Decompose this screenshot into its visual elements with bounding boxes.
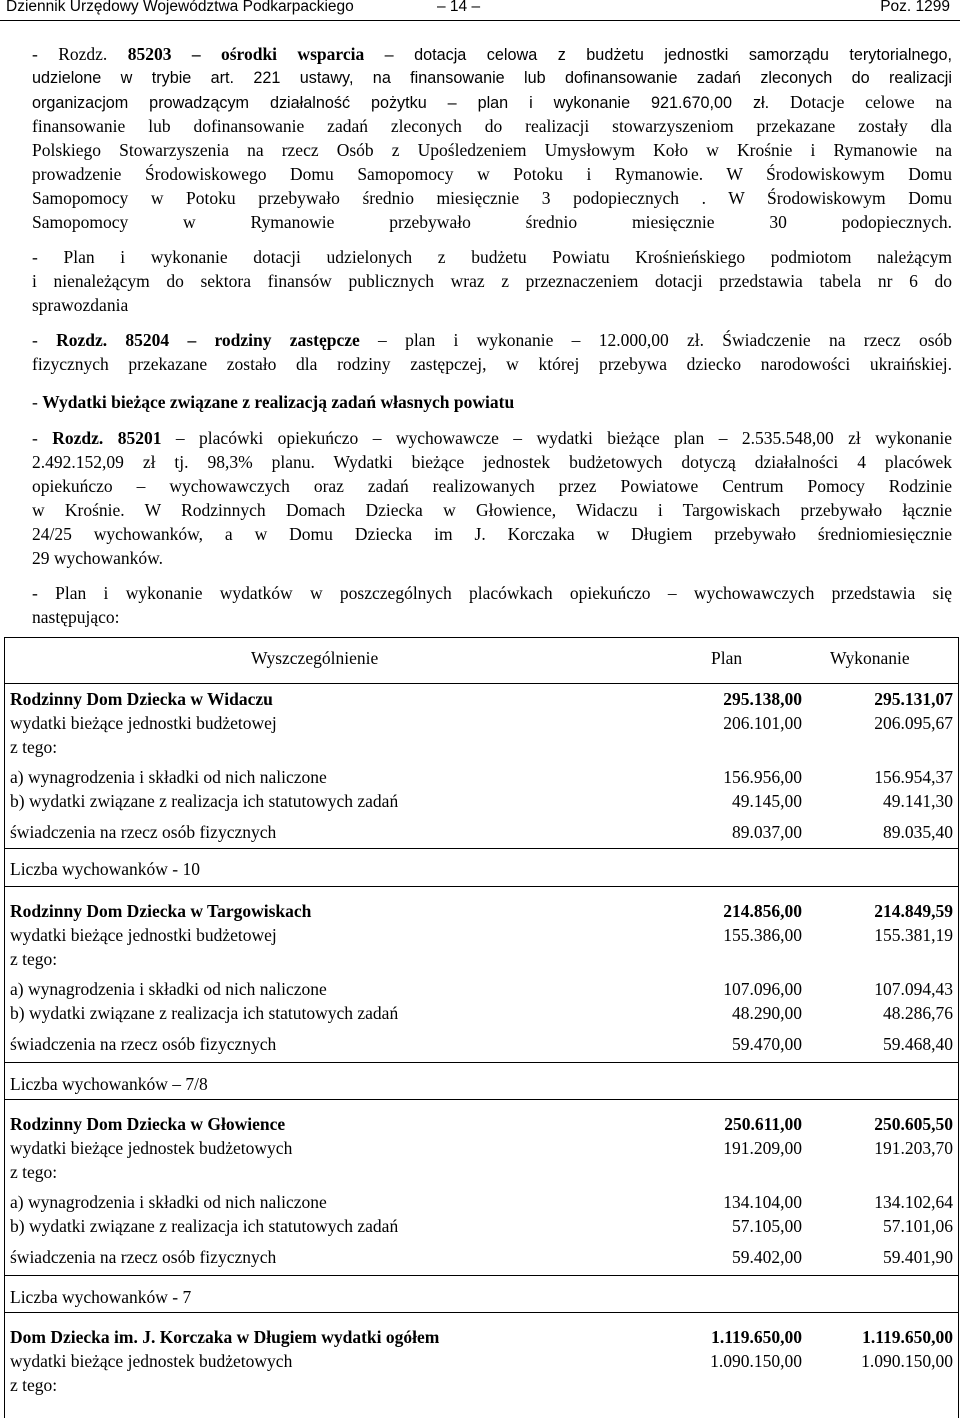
section-targowiska — [5, 887, 958, 1063]
p1-line-3: organizacjom prowadzącym działalność pożytku – plan i wykonanie 921.670,00 zł. Dotacje celowe na — [32, 92, 953, 112]
table-row: Liczba wychowanków - 7 — [10, 1287, 192, 1307]
table-row: Dom Dziecka im. J. Korczaka w Długiem wydatki ogółem 1.119.650,00 1.119.650,00 — [10, 1327, 953, 1347]
p5-line-5: 24/25 wychowanków, a w Domu Dziecka im J. Korczaka w Długiem przebywało średniomiesięcznie — [32, 524, 952, 544]
p1-line-8: Samopomocy w Rymanowie przebywało średnio miesięcznie 30 podopiecznych. — [32, 212, 952, 232]
p6-line-1: - Plan i wykonanie wydatków w poszczególnych placówkach opiekuńczo – wychowawczych przedstawia się — [32, 583, 952, 603]
table-row: świadczenia na rzecz osób fizycznych 59.402,00 59.401,90 — [10, 1247, 953, 1267]
journal-title: Dziennik Urzędowy Województwa Podkarpackiego — [6, 0, 354, 15]
header-description: Wyszczególnienie — [251, 648, 379, 668]
count-glowienka — [5, 1275, 958, 1313]
count-targowiska — [5, 1062, 958, 1100]
header-plan: Plan — [711, 648, 743, 668]
table-row: z tego: — [10, 737, 58, 757]
position-number: Poz. 1299 — [880, 0, 950, 15]
p1-bold: 85203 – ośrodki wsparcia — [127, 44, 365, 64]
table-row: a) wynagrodzenia i składki od nich naliczone 156.956,00 156.954,37 — [10, 767, 953, 787]
p1-line-4: finansowanie lub dofinansowanie zadań zleconych do realizacji stowarzyszeniom przekazane zostały dla — [32, 116, 952, 136]
table-row: b) wydatki związane z realizacja ich statutowych zadań 48.290,00 48.286,76 — [10, 1003, 953, 1023]
table-row: z tego: — [10, 1375, 58, 1395]
table-row: b) wydatki związane z realizacja ich statutowych zadań 57.105,00 57.101,06 — [10, 1216, 953, 1236]
p5-bold: Rozdz. 85201 — [52, 428, 162, 448]
p1-line-7: Samopomocy w Potoku przebywało średnio miesięcznie 3 podopiecznych . W Środowiskowym Domu — [32, 188, 952, 208]
table-row: z tego: — [10, 1162, 58, 1182]
p5-line-6: 29 wychowanków. — [32, 548, 164, 568]
header-execution: Wykonanie — [830, 648, 910, 668]
header-rule — [0, 20, 960, 21]
page-header — [0, 0, 960, 20]
table-row: wydatki bieżące jednostki budżetowej 155.386,00 155.381,19 — [10, 925, 953, 945]
section-widacz — [5, 684, 958, 849]
table-row: świadczenia na rzecz osób fizycznych 89.037,00 89.035,40 — [10, 822, 953, 842]
p5-line-3: opiekuńczo – wychowawczych oraz zadań realizowanych przez Powiatowe Centrum Pomocy Rodzinie — [32, 476, 952, 496]
table-row: b) wydatki związane z realizacja ich statutowych zadań 49.145,00 49.141,30 — [10, 791, 953, 811]
p3-line-1: - Rozdz. 85204 – rodziny zastępcze – plan i wykonanie – 12.000,00 zł. Świadczenie na rzecz osób — [32, 330, 953, 350]
section-glowienka — [5, 1100, 958, 1276]
p2-line-3: sprawozdania — [32, 295, 129, 315]
table-header — [5, 638, 958, 684]
p1-line-6: prowadzenie Środowiskowego Domu Samopomocy w Potoku i Rymanowie. W Środowiskowym Domu — [32, 164, 952, 184]
p1-line-5: Polskiego Stowarzyszenia na rzecz Osób z Upośledzeniem Umysłowym Koło w Krośnie i Rymanowie na — [32, 140, 952, 160]
p5-line-2: 2.492.152,09 zł tj. 98,3% planu. Wydatki bieżące jednostek budżetowych dotyczą działalności 4 placówek — [32, 452, 952, 472]
table-row: świadczenia na rzecz osób fizycznych 59.470,00 59.468,40 — [10, 1034, 953, 1054]
table-row: Rodzinny Dom Dziecka w Targowiskach 214.856,00 214.849,59 — [10, 901, 953, 921]
table-row: a) wynagrodzenia i składki od nich naliczone 107.096,00 107.094,43 — [10, 979, 953, 999]
p3-bold: Rozdz. 85204 – rodziny zastępcze — [56, 330, 360, 350]
p2-line-1: - Plan i wykonanie dotacji udzielonych z budżetu Powiatu Krośnieńskiego podmiotom należącym — [32, 247, 952, 267]
table-row: Rodzinny Dom Dziecka w Widaczu 295.138,00 295.131,07 — [10, 689, 953, 709]
table-row: Liczba wychowanków - 10 — [10, 859, 201, 879]
table-row: Rodzinny Dom Dziecka w Głowience 250.611,00 250.605,50 — [10, 1114, 953, 1134]
p4-bold: Wydatki bieżące związane z realizacją zadań własnych powiatu — [42, 392, 515, 412]
page-number: – 14 – — [437, 0, 481, 15]
p1-line-1: - Rozdz. 85203 – ośrodki wsparcia – dotacja celowa z budżetu jednostki samorządu terytorialnego, — [32, 44, 952, 64]
p4-heading: - Wydatki bieżące związane z realizacją zadań własnych powiatu — [32, 392, 515, 412]
section-dlugie — [5, 1313, 958, 1423]
table-row: wydatki bieżące jednostek budżetowych 1.090.150,00 1.090.150,00 — [10, 1351, 953, 1371]
table-row: a) wynagrodzenia i składki od nich naliczone 134.104,00 134.102,64 — [10, 1192, 953, 1212]
table-row: wydatki bieżące jednostek budżetowych 191.209,00 191.203,70 — [10, 1138, 953, 1158]
expenditure-table — [4, 637, 959, 1418]
table-row: z tego: — [10, 949, 58, 969]
p5-line-1: - Rozdz. 85201 – placówki opiekuńczo – wychowawcze – wydatki bieżące plan – 2.535.548,00 zł wykonanie — [32, 428, 952, 448]
p2-line-2: i nienależącym do sektora finansów publicznych wraz z przeznaczeniem dotacji przedstawia tabela nr 6 do — [32, 271, 952, 291]
p1-line-2: udzielone w trybie art. 221 ustawy, na finansowanie lub dofinansowanie zadań zleconych do realizacji — [32, 69, 952, 87]
table-row: wydatki bieżące jednostki budżetowej 206.101,00 206.095,67 — [10, 713, 953, 733]
table-row: Liczba wychowanków – 7/8 — [10, 1074, 208, 1094]
p6-line-2: następująco: — [32, 607, 120, 627]
p5-line-4: w Krośnie. W Rodzinnych Domach Dziecka w Głowience, Widaczu i Targowiskach przebywało łącznie — [32, 500, 952, 520]
count-widacz — [5, 848, 958, 887]
p3-line-2: fizycznych przekazane zostało dla rodziny zastępczej, w której przebywa dziecko narodowości ukraińskiej. — [32, 354, 952, 374]
